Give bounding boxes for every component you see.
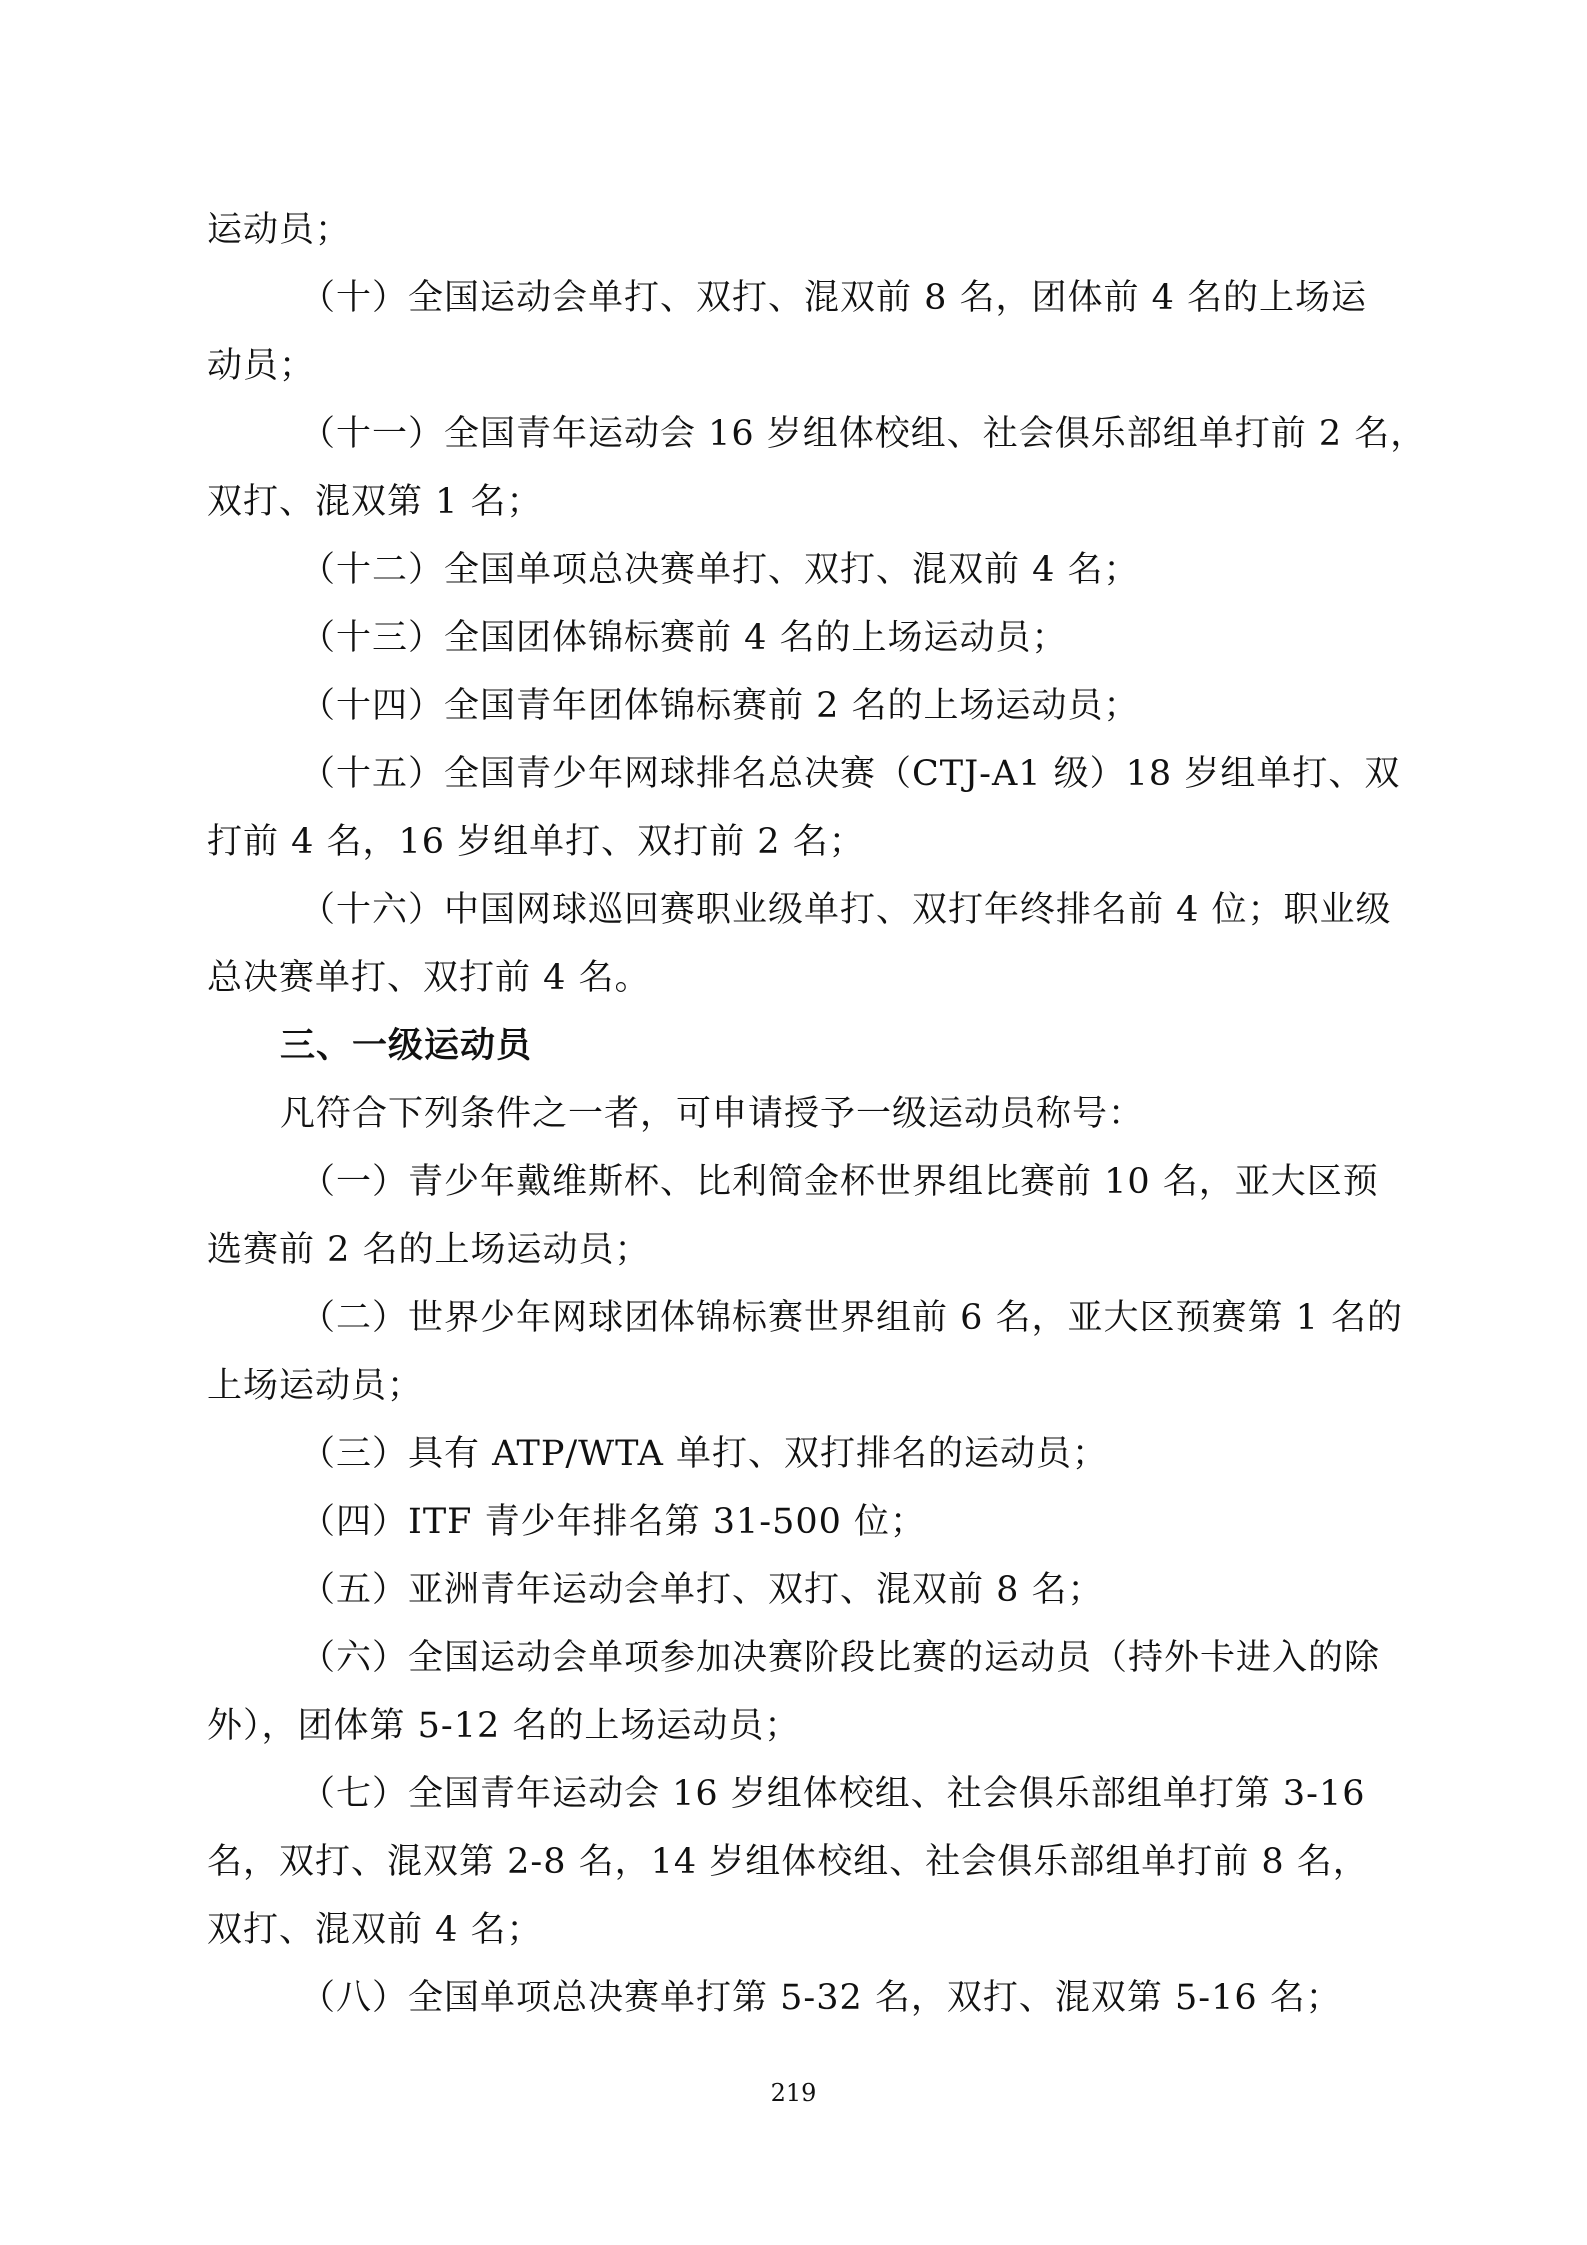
text-line-19: （三）具有 ATP/WTA 单打、双打排名的运动员； [300, 1434, 1108, 1474]
text-line-1: 运动员； [207, 210, 352, 250]
text-line-4: （十一）全国青年运动会 16 岁组体校组、社会俱乐部组单打前 2 名， [300, 414, 1427, 454]
section-heading: 三、一级运动员 [280, 1025, 533, 1066]
text-line-20: （四）ITF 青少年排名第 31-500 位； [300, 1502, 926, 1542]
text-line-17: （二）世界少年网球团体锦标赛世界组前 6 名，亚大区预赛第 1 名的 [300, 1298, 1404, 1338]
text-line-26: 双打、混双前 4 名； [207, 1910, 543, 1950]
text-line-16: 选赛前 2 名的上场运动员； [207, 1230, 651, 1270]
text-line-5: 双打、混双第 1 名； [207, 482, 543, 522]
text-line-27: （八）全国单项总决赛单打第 5-32 名，双打、混双第 5-16 名； [300, 1978, 1342, 2018]
text-line-24: （七）全国青年运动会 16 岁组体校组、社会俱乐部组单打第 3-16 [300, 1774, 1366, 1814]
text-line-23: 外），团体第 5-12 名的上场运动员； [207, 1706, 801, 1746]
text-line-3: 动员； [207, 346, 316, 386]
text-line-25: 名，双打、混双第 2-8 名，14 岁组体校组、社会俱乐部组单打前 8 名， [207, 1842, 1369, 1882]
text-line-6: （十二）全国单项总决赛单打、双打、混双前 4 名； [300, 550, 1140, 590]
text-line-22: （六）全国运动会单项参加决赛阶段比赛的运动员（持外卡进入的除 [300, 1638, 1381, 1678]
text-line-12: 总决赛单打、双打前 4 名。 [207, 958, 651, 998]
text-line-15: （一）青少年戴维斯杯、比利简金杯世界组比赛前 10 名，亚大区预 [300, 1162, 1379, 1202]
text-line-9: （十五）全国青少年网球排名总决赛（CTJ-A1 级）18 岁组单打、双 [300, 754, 1401, 794]
text-line-11: （十六）中国网球巡回赛职业级单打、双打年终排名前 4 位；职业级 [300, 890, 1392, 930]
text-line-18: 上场运动员； [207, 1366, 424, 1406]
page-number: 219 [770, 2079, 817, 2107]
text-line-8: （十四）全国青年团体锦标赛前 2 名的上场运动员； [300, 686, 1140, 726]
text-line-14: 凡符合下列条件之一者，可申请授予一级运动员称号： [280, 1094, 1145, 1134]
text-line-7: （十三）全国团体锦标赛前 4 名的上场运动员； [300, 618, 1068, 658]
text-line-21: （五）亚洲青年运动会单打、双打、混双前 8 名； [300, 1570, 1104, 1610]
text-line-10: 打前 4 名，16 岁组单打、双打前 2 名； [207, 822, 865, 862]
text-line-2: （十）全国运动会单打、双打、混双前 8 名，团体前 4 名的上场运 [300, 278, 1368, 318]
